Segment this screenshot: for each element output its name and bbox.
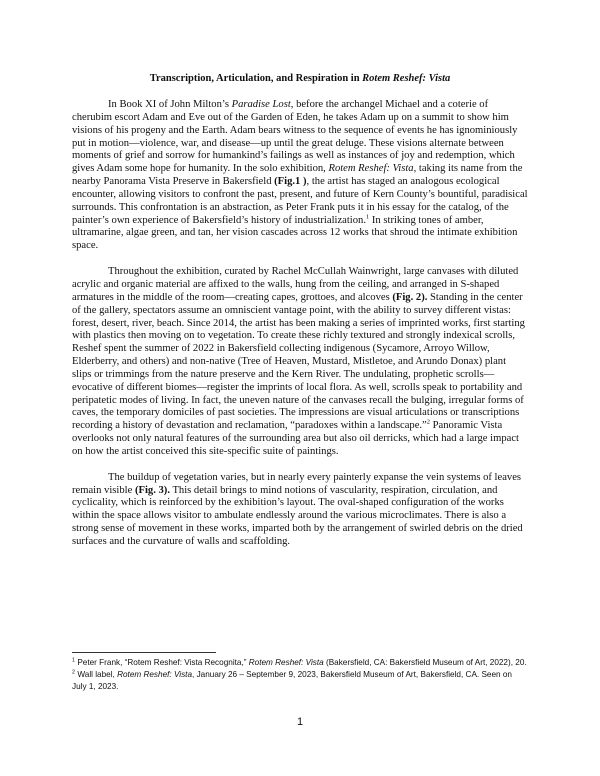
figure-ref-1: (Fig.1 ) xyxy=(274,176,307,188)
footnotes xyxy=(72,657,528,694)
footnote-ref-2: 2 xyxy=(426,418,431,426)
footnote-ref-1: 1 xyxy=(366,213,370,221)
page-title: Transcription, Articulation, and Respiration in Rotem Reshef: Vista xyxy=(149,73,451,84)
figure-ref-2: (Fig. 2). xyxy=(392,291,428,303)
figure-ref-3: (Fig. 3). xyxy=(134,484,170,496)
page-number: 1 xyxy=(296,716,304,728)
footnote-divider xyxy=(72,652,216,653)
footnote-1: $^1$ Peter Frank, “Rotem Reshef: Vista Recognita,” Rotem Reshef: Vista (Bakersfield, CA: Bakersfield Museum of Art, 2022), 20. xyxy=(72,657,527,667)
paragraph-1: In Book XI of John Milton’s Paradise Lost, before the archangel Michael and a coterie of cherubim escort Adam and Eve out of the Garden of Eden, he takes Adam up on a summit to show him visions of his progeny and the Earth. Adam bears witness to the sequence of events he has ignominiously put in motion—violence, war, and disease—up until the great deluge. These visions alternate between moments of grief and sorrow for humankind’s failings as well as instances of joy and redemption, which gives Adam some hope for humanity. In the solo exhibition, Rotem Reshef: Vista, taking its name from the nearby Panorama Vista Preserve in Bakersfield (Fig.1 ), the artist has staged an analogous ecological encounter, allowing visitors to confront the past, present, and future of Kern County’s bountiful, paradisical surrounds. This confrontation is an abstraction, as Peter Frank puts it in his essay for the catalog, of the painter’s own experience of Bakersfield’s history of industrialization.$^1$ In striking tones of amber, ultramarine, algae green, and tan, her vision cascades across 12 works that shroud the intimate exhibition space. xyxy=(72,99,528,252)
body-text xyxy=(72,99,528,562)
footnote-2: $^2$ Wall label, Rotem Reshef: Vista, January 26 – September 9, 2023, Bakersfield Museum of Art, Bakersfield, CA. Seen on July 1, 2023. xyxy=(72,669,512,692)
paragraph-2: Throughout the exhibition, curated by Rachel McCullah Wainwright, large canvases with diluted acrylic and organic material are affixed to the walls, hung from the ceiling, and arranged in S-shaped armatures in the middle of the room—creating capes, grottoes, and alcoves (Fig. 2). Standing in the center of the gallery, spectators assume an omniscient vantage point, with the ability to survey different vistas: forest, desert, river, beach. Since 2014, the artist has been making a series of imprinted works, first starting with plastics then moving on to vegetation. To create these richly textured and strongly indexical scrolls, Reshef spent the summer of 2022 in Bakersfield collecting indigenous (Sycamore, Arroyo Willow, Elderberry, and others) and non-native (Tree of Heaven, Mustard, Mistletoe, and Arundo Donax) plant slips or trimmings from the nature preserve and the Kern River. The undulating, prophetic scrolls—evocative of different biomes—register the imprints of local flora. As well, scrolls speak to portability and peripatetic modes of living. In fact, the uneven nature of the canvases recall the bulging, irregular forms of caves, the temporary domiciles of past societies. The impressions are visual articulations or transcriptions recording a history of devastation and reclamation, “paradoxes within a landscape.”$^2$ Panoramic Vista overlooks not only natural features of the surrounding area but also oil derricks, which had a large impact on how the artist conceived this site-specific suite of paintings. xyxy=(72,266,525,457)
title-italic: Rotem Reshef: Vista xyxy=(362,73,451,84)
paragraph-3: The buildup of vegetation varies, but in nearly every painterly expanse the vein systems of leaves remain visible (Fig. 3). This detail brings to mind notions of vascularity, respiration, circulation, and cyclicality, which is reinforced by the exhibition’s layout. The oval-shaped configuration of the works within the space allows visitor to ambulate endlessly around the various microclimates. There is also a strong sense of movement in these works, imparted both by the arrangement of swirled debris on the dried surfaces and the curvature of walls and scaffolding. xyxy=(72,471,523,547)
